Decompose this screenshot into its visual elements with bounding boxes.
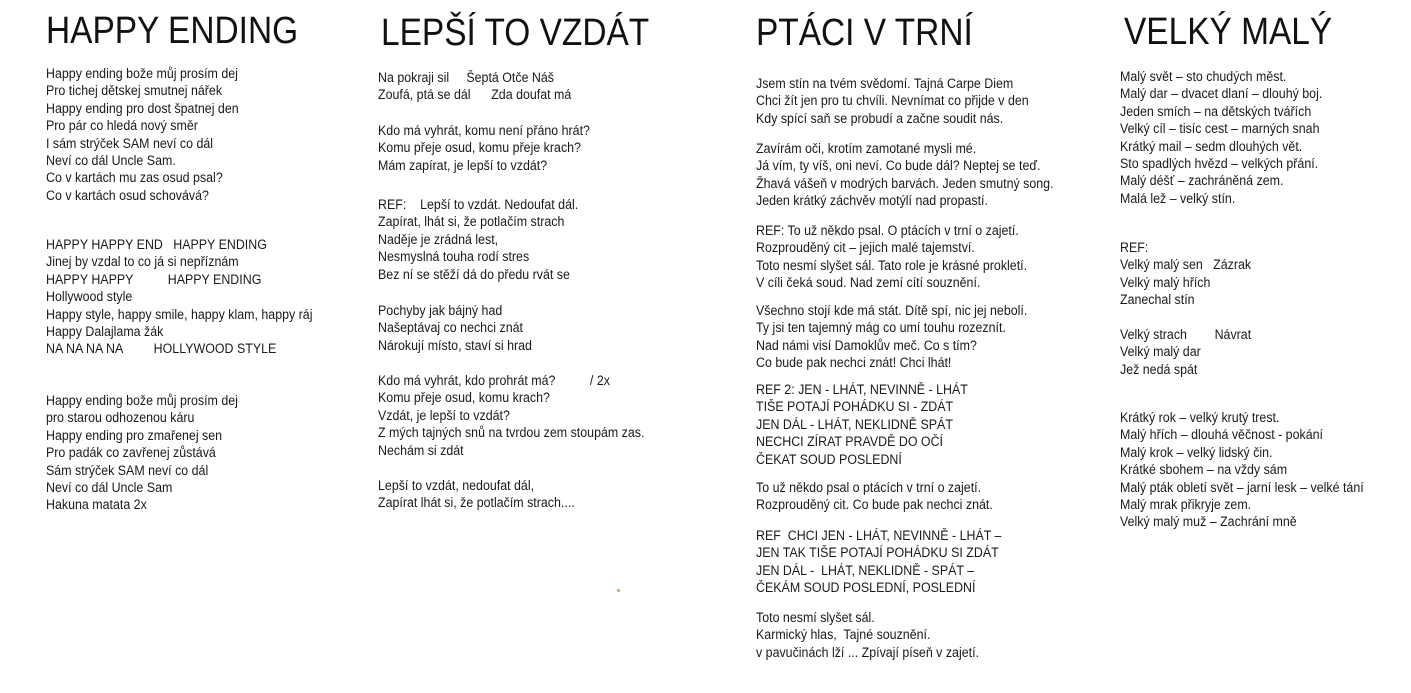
lyric-line: V cíli čeká soud. Nad zemí cítí souznění.: [756, 275, 981, 291]
lyric-line: Rozprouděný cit. Co bude pak nechci znát.: [756, 497, 993, 513]
lyric-line: Nárokují místo, staví si hrad: [378, 337, 532, 353]
lyric-line: Všechno stojí kde má stát. Dítě spí, nic jej nebolí.: [756, 303, 1028, 318]
stanza: [756, 140, 1079, 210]
song-title: LEPŠÍ TO VZDÁT: [381, 12, 650, 54]
lyric-line: Malý mrak přikryje zem.: [1120, 497, 1252, 513]
lyric-line: HAPPY HAPPY END HAPPY ENDING: [46, 237, 267, 252]
lyric-line: Žhavá vášeň v modrých barvách. Jeden smutný song.: [756, 175, 1054, 191]
lyric-line: REF:: [1120, 240, 1149, 255]
stanza: [756, 222, 1051, 292]
lyric-line: Jeden krátký záchvěv motýlí nad propastí.: [756, 193, 988, 209]
lyric-line: JEN DÁL - LHÁT, NEKLIDNĚ - SPÁT –: [756, 562, 975, 578]
lyric-line: REF CHCI JEN - LHÁT, NEVINNĚ - LHÁT –: [756, 528, 1002, 543]
lyric-line: Jinej by vzdal to co já si nepříznám: [46, 254, 239, 270]
lyric-line: Malý pták obletí svět – jarní lesk – velké tání: [1120, 479, 1364, 495]
lyric-line: Pro padák co zavřenej zůstává: [46, 445, 216, 461]
lyric-line: Kdo má vyhrát, kdo prohrát má? / 2x: [378, 373, 610, 388]
stanza: [46, 236, 336, 358]
lyric-line: Sto spadlých hvězd – velkých přání.: [1120, 156, 1319, 172]
lyric-line: REF 2: JEN - LHÁT, NEVINNĚ - LHÁT: [756, 382, 968, 397]
lyric-line: Co v kartách mu zas osud psal?: [46, 170, 223, 186]
lyric-line: Happy Dalajlama žák: [46, 324, 164, 340]
lyric-line: NECHCI ZÍRAT PRAVDĚ DO OČÍ: [756, 434, 944, 450]
lyric-line: Chci žít jen pro tu chvíli. Nevnímat co přijde v den: [756, 93, 1029, 109]
lyric-line: Malý dar – dvacet dlaní – dlouhý boj.: [1120, 86, 1323, 102]
stanza: [46, 65, 255, 204]
lyric-line: Zapírat, lhát si, že potlačím strach: [378, 214, 565, 230]
lyric-line: Pro tichej dětskej smutnej nářek: [46, 83, 223, 99]
lyric-line: ČEKAT SOUD POSLEDNÍ: [756, 451, 902, 467]
lyric-line: Krátký rok – velký krutý trest.: [1120, 410, 1280, 425]
stanza: [378, 122, 608, 174]
lyric-line: Velký strach Návrat: [1120, 327, 1252, 342]
stanza: [378, 372, 668, 459]
stanza: [46, 392, 255, 514]
lyric-line: Kdy spící saň se probudí a začne soudit nás.: [756, 110, 1004, 126]
lyric-line: Komu přeje osud, komu přeje krach?: [378, 140, 581, 156]
lyric-line: Zavírám oči, krotím zamotané mysli mé.: [756, 141, 977, 156]
lyric-line: Pro pár co hledá nový směr: [46, 118, 198, 134]
lyric-line: Jež nedá spát: [1120, 361, 1198, 377]
stanza: [378, 196, 596, 283]
lyric-line: Malý krok – velký lidský čin.: [1120, 444, 1273, 460]
lyric-line: Velký malý dar: [1120, 344, 1201, 360]
lyric-line: Velký malý muž – Zachrání mně: [1120, 514, 1297, 530]
lyric-line: ČEKÁM SOUD POSLEDNÍ, POSLEDNÍ: [756, 580, 976, 596]
lyric-line: Velký cíl – tisíc cest – marných snah: [1120, 121, 1320, 137]
lyric-line: Na pokraji sil Šeptá Otče Náš: [378, 70, 555, 85]
lyric-line: Toto nesmí slyšet sál.: [756, 610, 875, 625]
lyric-line: Krátké sbohem – na vždy sám: [1120, 462, 1288, 478]
song-title: HAPPY ENDING: [46, 10, 299, 52]
lyric-line: NA NA NA NA HOLLYWOOD STYLE: [46, 341, 277, 357]
lyric-line: Ty jsi ten tajemný mág co umí touhu rozeznít.: [756, 320, 1006, 336]
lyric-line: Hakuna matata 2x: [46, 497, 147, 513]
lyric-line: Zanechal stín: [1120, 292, 1195, 308]
lyric-line: Rozprouděný cit – jejich malé tajemství.: [756, 240, 975, 256]
lyric-line: Nesmyslná touha rodí stres: [378, 249, 530, 265]
lyric-line: Nechám si zdát: [378, 442, 464, 458]
stanza: [756, 479, 1013, 514]
lyric-line: Mám zapírat, je lepší to vzdát?: [378, 157, 548, 173]
stanza: [378, 302, 545, 354]
stanza: [378, 477, 592, 512]
stanza: [756, 302, 1051, 372]
lyric-line: Jsem stín na tvém svědomí. Tajná Carpe Diem: [756, 76, 1014, 91]
lyric-line: Vzdát, je lepší to vzdát?: [378, 407, 510, 423]
print-speck: [617, 589, 620, 592]
lyric-line: Velký malý sen Zázrak: [1120, 257, 1252, 273]
lyric-line: REF: Lepší to vzdát. Nedoufat dál.: [378, 197, 579, 212]
lyric-line: HAPPY HAPPY HAPPY ENDING: [46, 271, 262, 287]
lyric-line: Krátký mail – sedm dlouhých vět.: [1120, 138, 1303, 154]
lyric-line: Karmický hlas, Tajné souznění.: [756, 627, 931, 643]
lyric-line: Z mých tajných snů na tvrdou zem stoupám zas.: [378, 425, 645, 441]
lyric-line: Neví co dál Uncle Sam.: [46, 153, 176, 169]
lyric-line: JEN TAK TIŠE POTAJÍ POHÁDKU SI ZDÁT: [756, 545, 999, 561]
lyric-line: Happy ending pro dost špatnej den: [46, 100, 239, 116]
lyric-line: REF: To už někdo psal. O ptácích v trní o zajetí.: [756, 223, 1019, 238]
lyric-line: Bez ní se stěží dá do předu rvát se: [378, 266, 570, 282]
stanza: [1120, 68, 1340, 207]
lyric-line: Malý déšť – zachráněná zem.: [1120, 173, 1284, 189]
lyric-line: Našeptávaj co nechci znát: [378, 320, 523, 336]
lyric-line: Nad námi visí Damoklův meč. Co s tím?: [756, 337, 977, 353]
lyric-line: Toto nesmí slyšet sál. Tato role je krásné prokletí.: [756, 257, 1028, 273]
lyric-line: Neví co dál Uncle Sam: [46, 480, 173, 496]
lyric-line: Happy style, happy smile, happy klam, happy ráj: [46, 306, 313, 322]
lyric-line: I sám strýček SAM neví co dál: [46, 135, 214, 151]
song-title: VELKÝ MALÝ: [1124, 11, 1333, 53]
stanza: [1120, 326, 1263, 378]
stanza: [1120, 409, 1385, 531]
lyric-line: Jeden smích – na dětských tvářích: [1120, 103, 1312, 119]
lyric-line: Happy ending pro zmařenej sen: [46, 427, 223, 443]
lyric-line: v pavučinách lží ... Zpívají píseň v zajetí.: [756, 644, 979, 660]
lyric-line: pro starou odhozenou káru: [46, 410, 195, 426]
lyric-line: Zoufá, ptá se dál Zda doufat má: [378, 87, 572, 103]
stanza: [1120, 239, 1263, 309]
lyric-line: Happy ending bože můj prosím dej: [46, 66, 238, 81]
lyric-line: Sám strýček SAM neví co dál: [46, 462, 209, 478]
lyric-line: Happy ending bože můj prosím dej: [46, 393, 238, 408]
lyric-line: Co bude pak nechci znát! Chci lhát!: [756, 355, 952, 371]
lyric-line: Co v kartách osud schovává?: [46, 187, 209, 203]
lyric-line: Lepší to vzdát, nedoufat dál,: [378, 478, 535, 493]
lyric-line: Velký malý hřích: [1120, 274, 1211, 290]
stanza: [756, 609, 998, 661]
song-title: PTÁCI V TRNÍ: [756, 12, 973, 54]
lyric-line: Malý hřích – dlouhá věčnost - pokání: [1120, 427, 1323, 443]
stanza: [756, 381, 986, 468]
lyric-line: Já vím, ty víš, oni neví. Co bude dál? Neptej se teď.: [756, 158, 1041, 174]
lyric-line: Hollywood style: [46, 289, 133, 305]
lyric-line: Malý svět – sto chudých měst.: [1120, 69, 1287, 84]
lyric-line: Zapírat lhát si, že potlačím strach....: [378, 495, 575, 511]
lyric-line: Komu přeje osud, komu krach?: [378, 390, 550, 406]
lyric-line: JEN DÁL - LHÁT, NEKLIDNĚ SPÁT: [756, 416, 953, 432]
stanza: [756, 75, 1052, 127]
lyric-line: Kdo má vyhrát, komu není přáno hrát?: [378, 123, 590, 138]
lyric-line: Naděje je zrádná lest,: [378, 231, 499, 247]
lyric-line: TIŠE POTAJÍ POHÁDKU SI - ZDÁT: [756, 399, 954, 415]
lyric-line: To už někdo psal o ptácích v trní o zajetí.: [756, 480, 982, 495]
lyric-line: Malá lež – velký stín.: [1120, 190, 1236, 206]
lyric-line: Pochyby jak bájný had: [378, 303, 503, 318]
stanza: [378, 69, 588, 104]
stanza: [756, 527, 1023, 597]
